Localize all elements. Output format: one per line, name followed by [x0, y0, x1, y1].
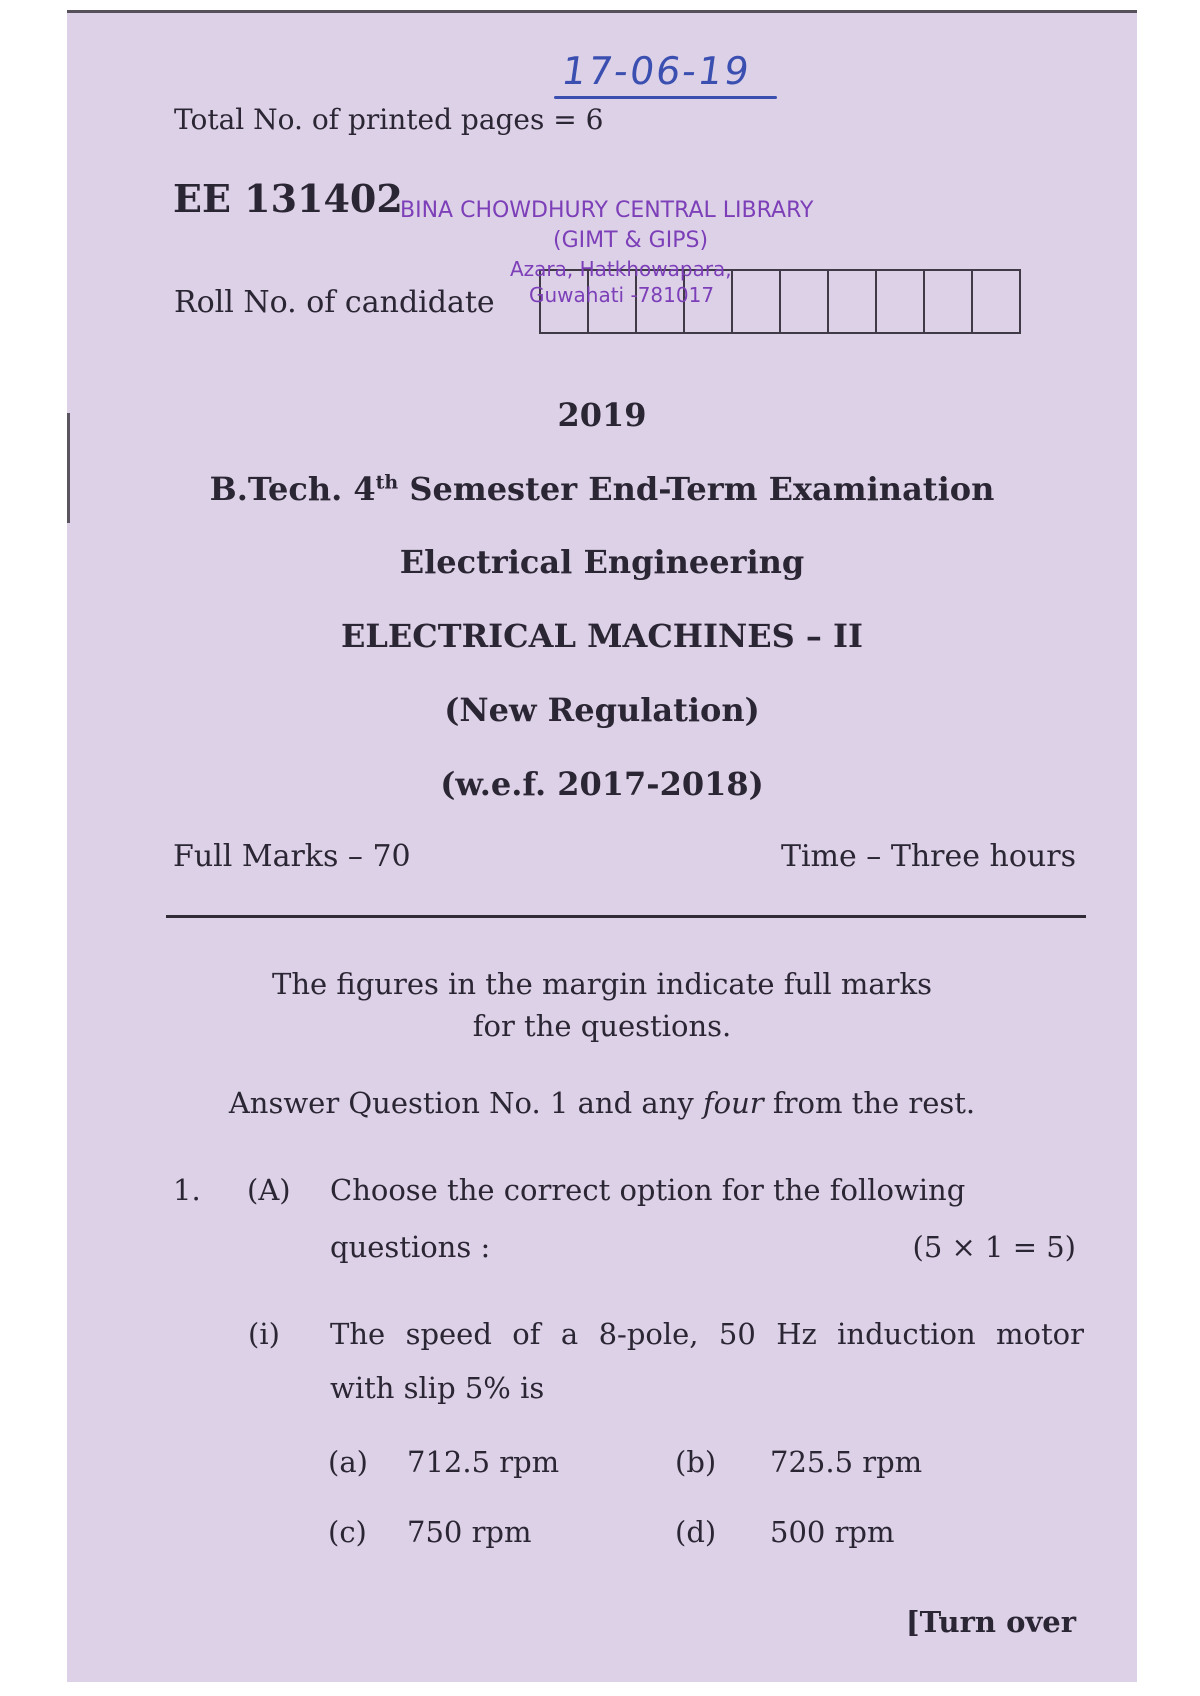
option-d-value: 500 rpm	[770, 1515, 895, 1549]
answer-instruction-post: from the rest.	[763, 1086, 976, 1120]
roll-digit-box[interactable]	[877, 271, 925, 332]
roll-digit-box[interactable]	[781, 271, 829, 332]
note-line1: The figures in the margin indicate full marks	[271, 967, 933, 1001]
option-a-value: 712.5 rpm	[407, 1445, 560, 1479]
subquestion-text-line1: The speed of a 8-pole, 50 Hz induction motor	[330, 1317, 1084, 1351]
roll-digit-box[interactable]	[973, 271, 1019, 332]
question-text-line1: Choose the correct option for the following	[330, 1173, 966, 1207]
roll-digit-box[interactable]	[925, 271, 973, 332]
question-marks: (5 × 1 = 5)	[912, 1230, 1076, 1264]
roll-number-label: Roll No. of candidate	[174, 285, 495, 320]
full-marks: Full Marks – 70	[173, 839, 411, 874]
regulation-label: (New Regulation)	[444, 691, 760, 729]
option-c-value: 750 rpm	[407, 1515, 532, 1549]
horizontal-divider	[166, 915, 1086, 918]
note-line2: for the questions.	[472, 1009, 732, 1043]
library-stamp-line2: (GIMT & GIPS)	[553, 228, 709, 253]
answer-instruction-pre: Answer Question No. 1 and any	[228, 1086, 703, 1120]
exam-title-suffix: Semester End-Term Examination	[398, 470, 995, 508]
turn-over-note: [Turn over	[905, 1605, 1076, 1639]
time-allowed: Time – Three hours	[780, 839, 1076, 874]
paper-code: EE 131402	[173, 176, 403, 221]
handwritten-date: 17-06-19	[558, 49, 754, 93]
exam-title	[67, 470, 1137, 508]
question-text-line2: questions :	[330, 1230, 491, 1264]
question-part: (A)	[247, 1173, 291, 1207]
roll-digit-box[interactable]	[829, 271, 877, 332]
answer-instruction	[67, 1086, 1137, 1120]
option-b-label: (b)	[675, 1445, 717, 1479]
subject-name: ELECTRICAL MACHINES – II	[341, 617, 863, 655]
library-stamp-line3: Azara, Hatkhowapara,	[510, 257, 732, 281]
subquestion-number: (i)	[248, 1317, 280, 1351]
printed-pages-count: Total No. of printed pages = 6	[174, 103, 604, 136]
library-stamp-line4: Guwahati -781017	[529, 283, 715, 307]
effective-from-label: (w.e.f. 2017-2018)	[440, 765, 764, 803]
option-d-label: (d)	[675, 1515, 717, 1549]
answer-instruction-emphasis: four	[702, 1086, 764, 1120]
question-number: 1.	[173, 1173, 201, 1207]
exam-title-prefix: B.Tech. 4	[209, 470, 376, 508]
department-name: Electrical Engineering	[399, 543, 805, 581]
exam-title-superscript: th	[375, 471, 399, 494]
exam-year: 2019	[557, 396, 647, 434]
subquestion-text-line2: with slip 5% is	[330, 1371, 545, 1405]
library-stamp-line1: BINA CHOWDHURY CENTRAL LIBRARY	[400, 198, 814, 223]
margin-marks-note	[67, 963, 1137, 1047]
option-a-label: (a)	[328, 1445, 368, 1479]
roll-digit-box[interactable]	[733, 271, 781, 332]
option-b-value: 725.5 rpm	[770, 1445, 923, 1479]
exam-paper-sheet	[67, 10, 1137, 1682]
option-c-label: (c)	[328, 1515, 367, 1549]
date-underline	[554, 96, 777, 99]
